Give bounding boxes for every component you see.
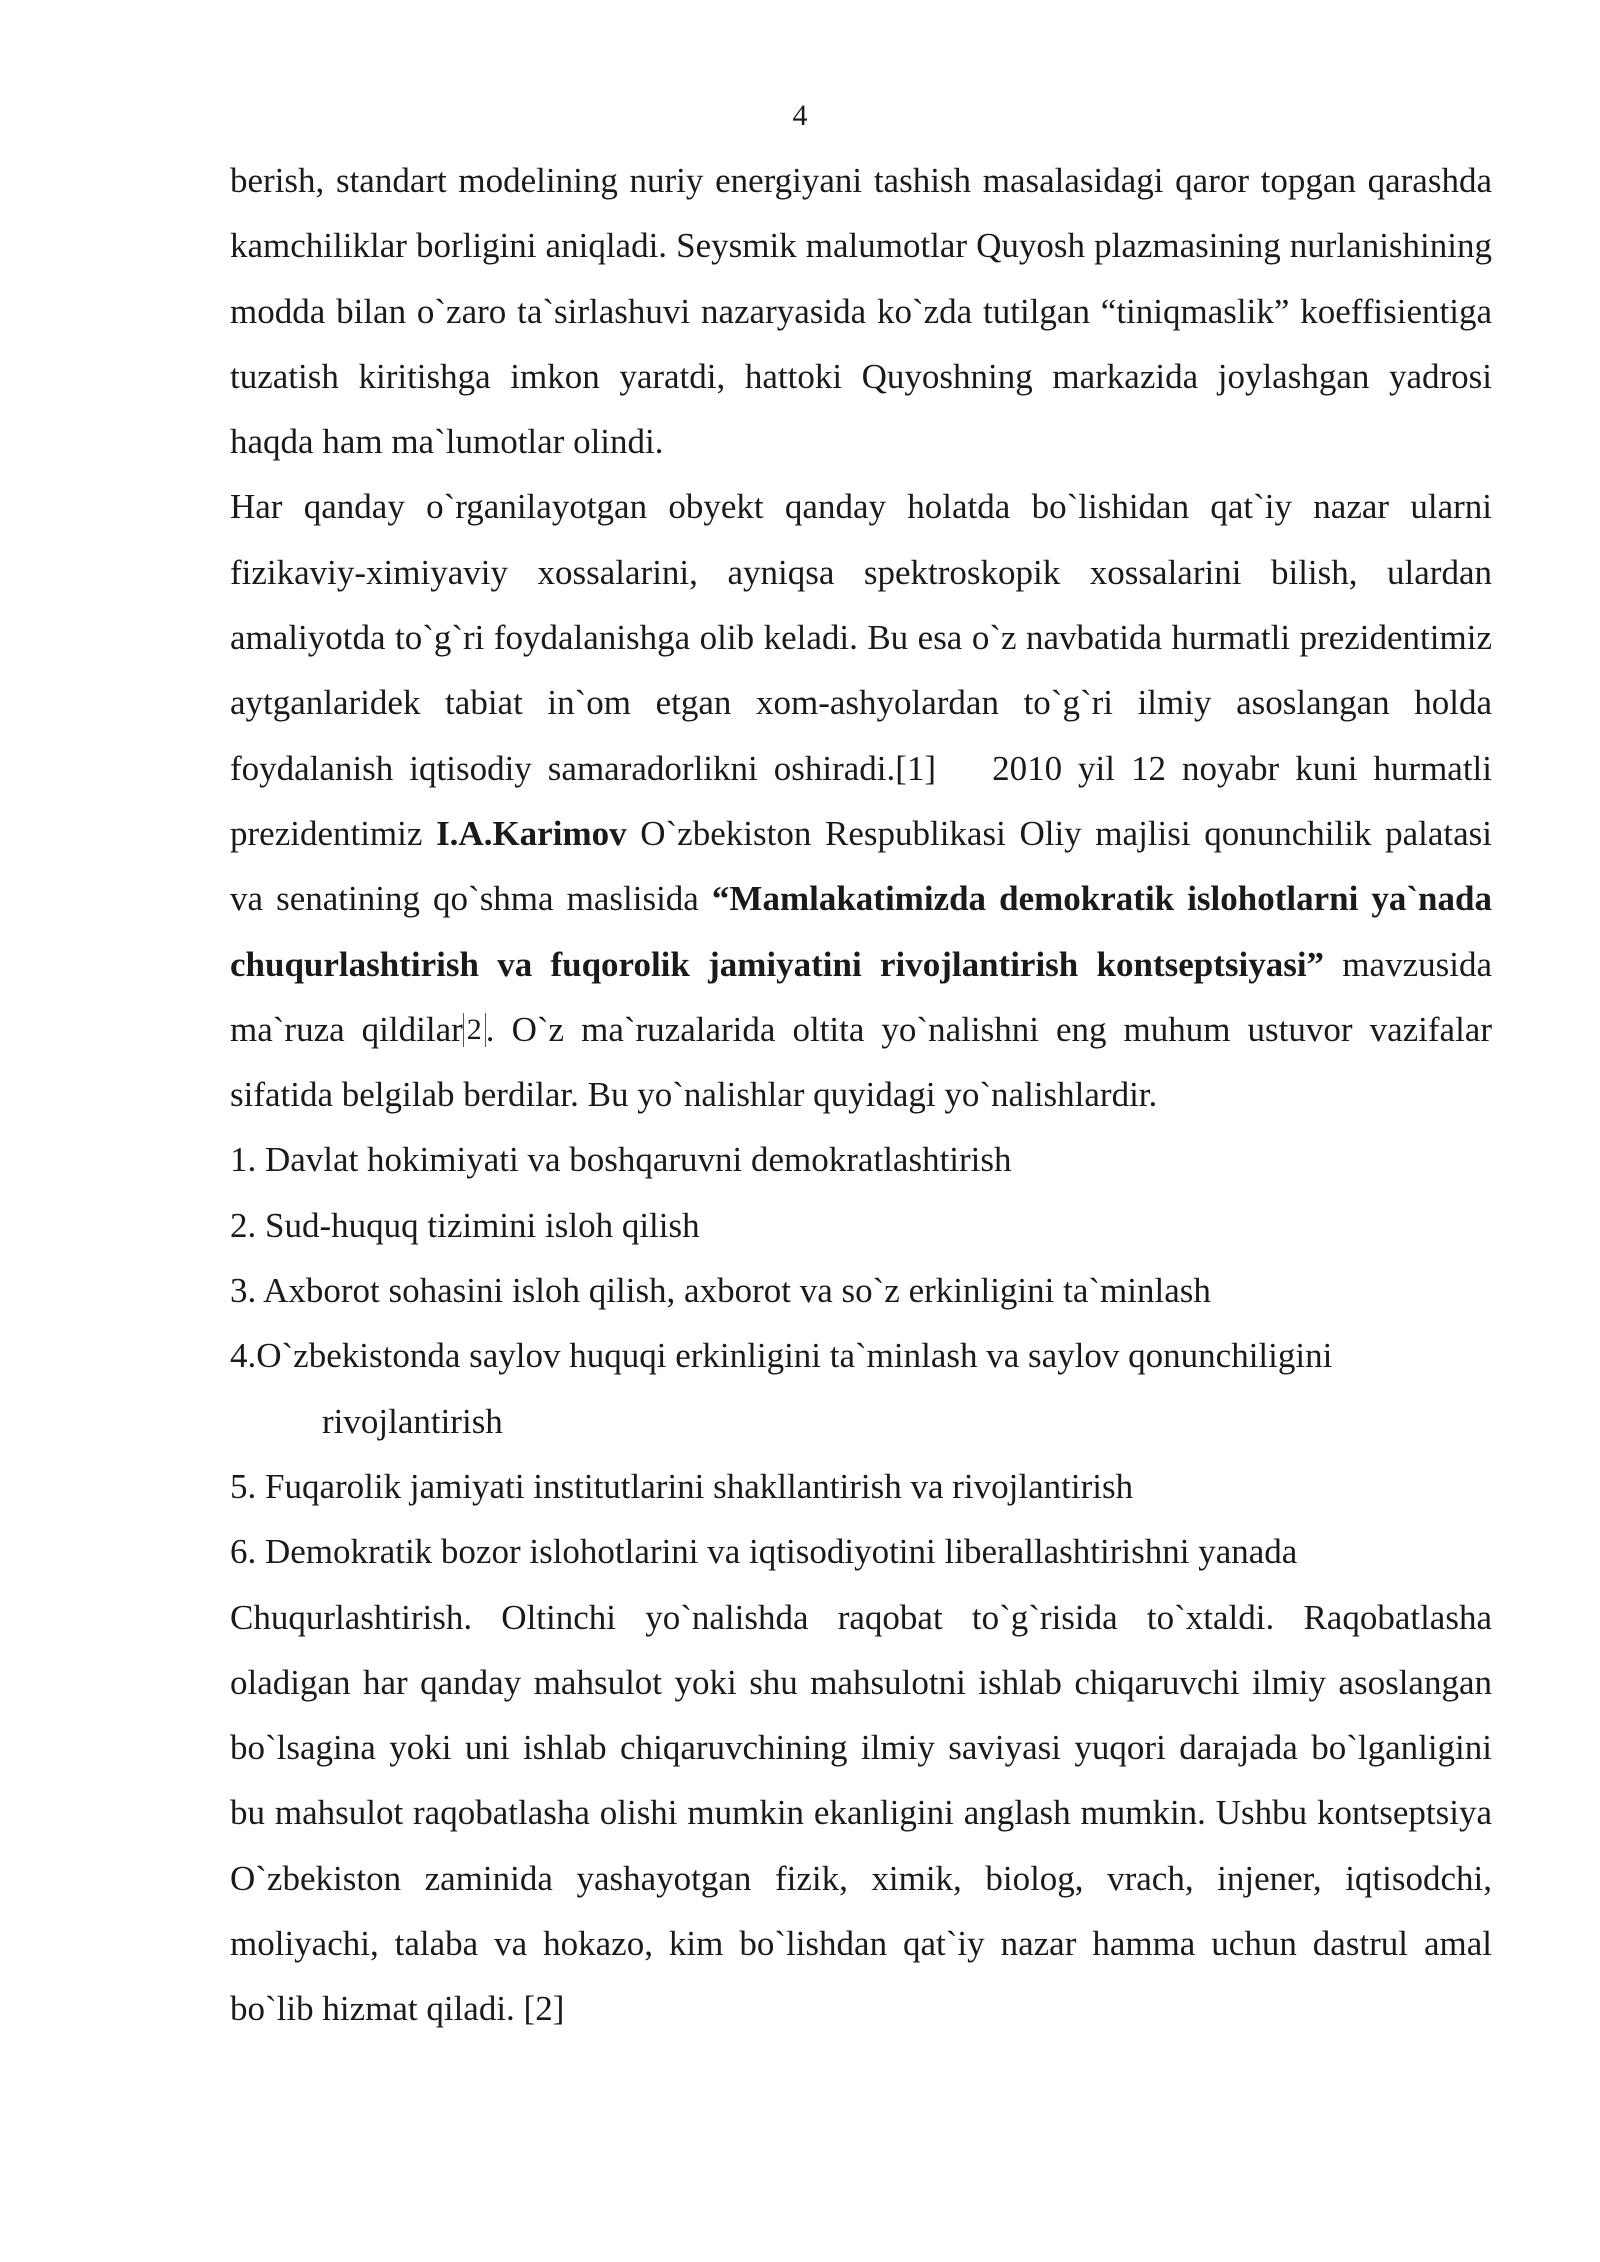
bold-name: I.A.Karimov [436,813,627,853]
paragraph-text: Har qanday o`rganilayotgan obyekt qanday holatda bo`lishidan qat`iy nazar ularni fizikaviy-ximiyaviy xossalarini, ayniqsa spektroskopik xossalarini bilish, ulardan amaliyotda to`g`ri foydalanishga olib keladi. Bu esa o`z navbatida hurmatli prezidentimiz aytganlaridek tabiat in`om etgan xom-ashyolardan to`g`ri ilmiy asoslangan holda foydalanish iqtisodiy samaradorlikni oshiradi.[1] [230,487,1492,788]
document-body [230,148,1492,2042]
list-item: 4.O`zbekistonda saylov huquqi erkinligini ta`minlash va saylov qonunchiligini [230,1336,1333,1376]
paragraph-concept [230,474,1492,1127]
paragraph-text: O`zbekiston Respublikasi Oliy majlisi qonunchilik palatasi va senatining qo`shma maslisida [230,813,1492,919]
paragraph-closing: Chuqurlashtirish. Oltinchi yo`nalishda raqobat to`g`risida to`xtaldi. Raqobatlasha oladigan har qanday mahsulot yoki shu mahsulotni ishlab chiqaruvchi ilmiy asoslangan bo`lsagina yoki uni ishlab chiqaruvchining ilmiy saviyasi yuqori darajada bo`lganligini bu mahsulot raqobatlasha olishi mumkin ekanligini anglash mumkin. Ushbu kontseptsiya O`zbekiston zaminida yashayotgan fizik, ximik, biolog, vrach, injener, iqtisodchi, moliyachi, talaba va hokazo, kim bo`lishdan qat`iy nazar hamma uchun dastrul amal bo`lib hizmat qiladi. [2] [230,1597,1492,2029]
reference-marker: 2 [463,1013,486,1047]
list-item: 6. Demokratik bozor islohotlarini va iqtisodiyotini liberallashtirishni yanada [230,1532,1298,1572]
list-item: 5. Fuqarolik jamiyati institutlarini shakllantirish va rivojlantirish [230,1466,1134,1506]
list-item-continuation: rivojlantirish [322,1401,503,1441]
paragraph-text: mavzusida ma`ruza qildilar [230,944,1492,1049]
list-item: 1. Davlat hokimiyati va boshqaruvni demokratlashtirish [230,1140,1012,1180]
page-number: 4 [792,99,808,132]
paragraph-seismic: berish, standart modelining nuriy energiyani tashish masalasidagi qaror topgan qarashda kamchiliklar borligini aniqladi. Seysmik malumotlar Quyosh plazmasining nurlanishining modda bilan o`zaro ta`sirlashuvi nazaryasida ko`zda tutilgan “tiniqmaslik” koeffisientiga tuzatish kiritishga imkon yaratdi, hattoki Quyoshning markazida joylashgan yadrosi haqda ham ma`lumotlar olindi. [230,161,1492,462]
list-item: 3. Axborot sohasini isloh qilish, axborot va so`z erkinligini ta`minlash [230,1271,1211,1311]
paragraph-text: 2010 yil 12 noyabr kuni hurmatli prezidentimiz [230,748,1493,853]
list-item: 2. Sud-huquq tizimini isloh qilish [230,1205,700,1245]
bold-title: “Mamlakatimizda demokratik islohotlarni ya`nada chuqurlashtirish va fuqorolik jamiyatini rivojlantirish kontseptsiyasi” [230,879,1492,984]
paragraph-text: . O`z ma`ruzalarida oltita yo`nalishni eng muhum ustuvor vazifalar sifatida belgilab berdilar. Bu yo`nalishlar quyidagi yo`nalishlardir. [230,1009,1492,1115]
